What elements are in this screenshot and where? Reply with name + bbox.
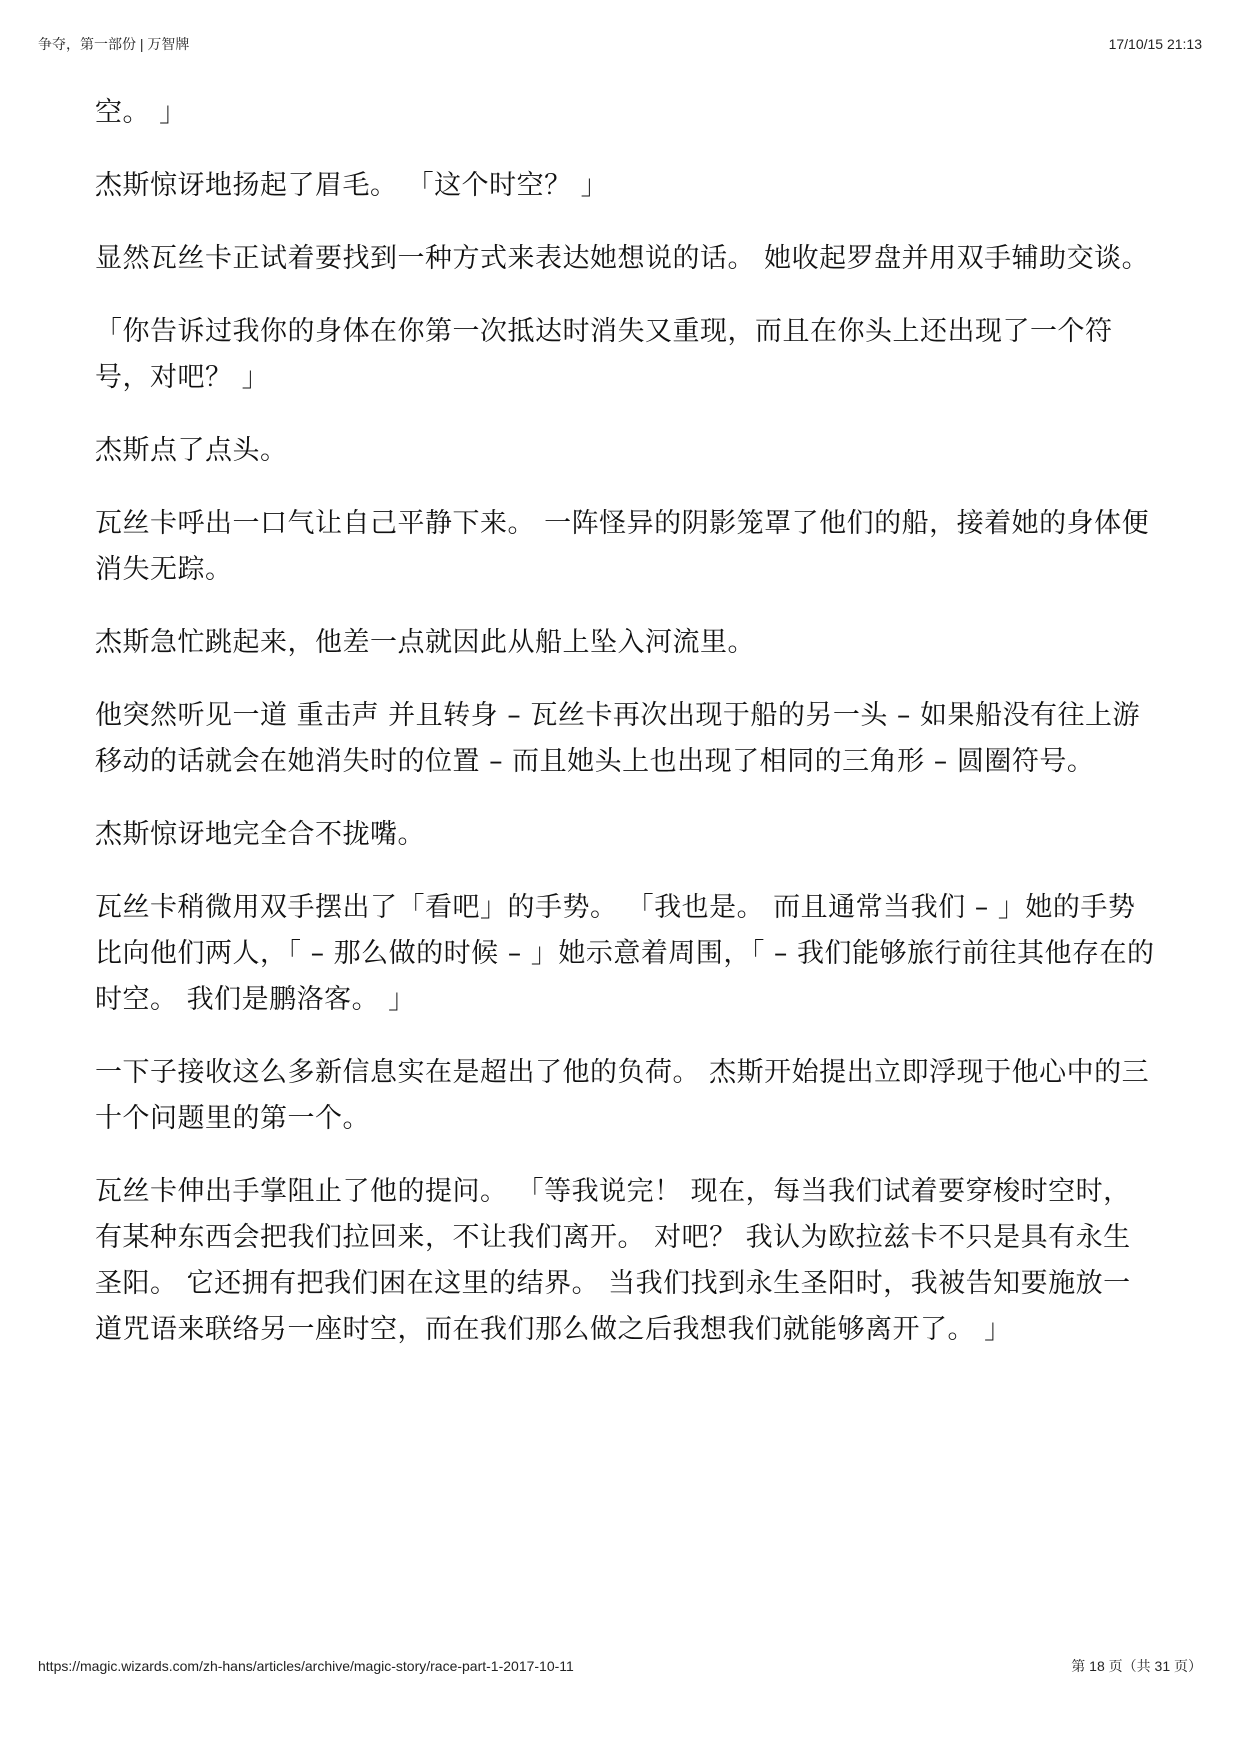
- page-title: 争夺，第一部份 | 万智牌: [38, 36, 190, 52]
- print-datetime: 17/10/15 21:13: [1108, 36, 1202, 52]
- paragraph: 「你告诉过我你的身体在你第一次抵达时消失又重现，而且在你头上还出现了一个符号，对吧？ 」: [95, 316, 1113, 393]
- paragraph: 杰斯惊讶地扬起了眉毛。 「这个时空？ 」: [95, 170, 609, 201]
- paragraph: 空。 」: [95, 97, 187, 128]
- article-body: [95, 90, 1155, 1380]
- paragraph: 杰斯惊讶地完全合不拢嘴。: [95, 819, 425, 850]
- paragraph: 瓦丝卡稍微用双手摆出了「看吧」的手势。 「我也是。 而且通常当我们 – 」她的手势比向他们两人，「 – 那么做的时候 – 」她示意着周围，「 – 我们能够旅行前往其他存在的时空。 我们是鹏洛客。 」: [95, 892, 1155, 1015]
- paragraph: 一下子接收这么多新信息实在是超出了他的负荷。 杰斯开始提出立即浮现于他心中的三十个问题里的第一个。: [95, 1057, 1150, 1134]
- paragraph: 杰斯点了点头。: [95, 435, 288, 466]
- paragraph: 杰斯急忙跳起来，他差一点就因此从船上坠入河流里。: [95, 627, 755, 658]
- paragraph: 显然瓦丝卡正试着要找到一种方式来表达她想说的话。 她收起罗盘并用双手辅助交谈。: [95, 243, 1150, 274]
- page-number: 第 18 页（共 31 页）: [1071, 1658, 1202, 1674]
- paragraph: 瓦丝卡呼出一口气让自己平静下来。 一阵怪异的阴影笼罩了他们的船，接着她的身体便消失无踪。: [95, 508, 1150, 585]
- print-footer: [38, 1656, 1202, 1676]
- paragraph: 他突然听见一道 重击声 并且转身 – 瓦丝卡再次出现于船的另一头 – 如果船没有往上游移动的话就会在她消失时的位置 – 而且她头上也出现了相同的三角形 – 圆圈符号。: [95, 700, 1140, 777]
- print-header: [38, 34, 1202, 54]
- page-url: https://magic.wizards.com/zh-hans/articles/archive/magic-story/race-part-1-2017-10-11: [38, 1658, 574, 1674]
- paragraph: 瓦丝卡伸出手掌阻止了他的提问。 「等我说完！ 现在，每当我们试着要穿梭时空时，有某种东西会把我们拉回来，不让我们离开。 对吧？ 我认为欧拉兹卡不只是具有永生圣阳。 它还拥有把我们困在这里的结界。 当我们找到永生圣阳时，我被告知要施放一道咒语来联络另一座时空，而在我们那么做之后我想我们就能够离开了。 」: [95, 1176, 1131, 1345]
